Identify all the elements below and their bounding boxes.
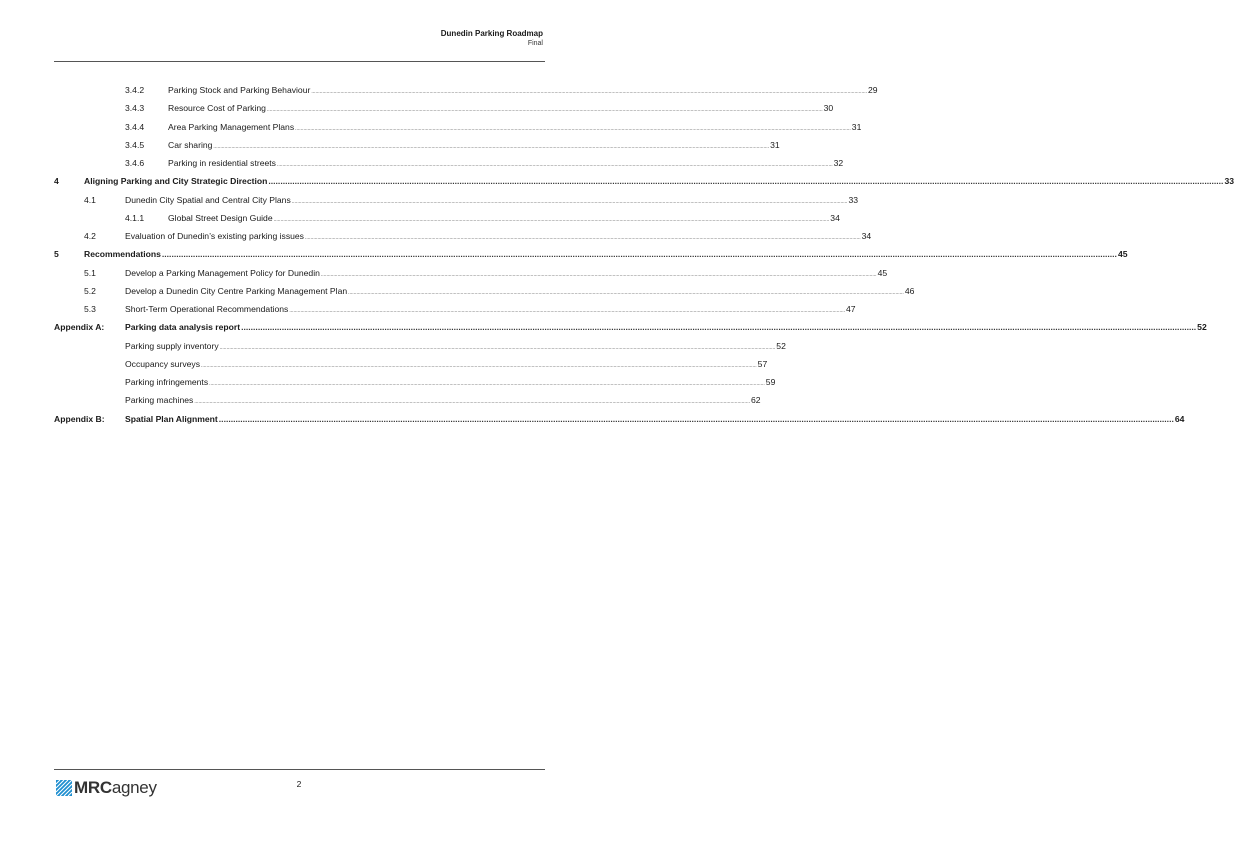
toc-entry-number: 5.3 (84, 304, 96, 314)
toc-entry-title: Aligning Parking and City Strategic Direction (84, 176, 268, 187)
toc-entry-title: Spatial Plan Alignment (125, 413, 218, 424)
toc-dot-leader: ................................................................................................................................................................................................................................................................................................................................................................................................................ (295, 125, 851, 132)
page-header (441, 28, 543, 49)
toc-entry-page: 33 (848, 194, 858, 205)
header-divider (54, 61, 545, 62)
toc-entry[interactable] (54, 191, 858, 209)
toc-dot-leader: ................................................................................................................................................................................................................................................................................................................................................................................................................ (289, 308, 846, 314)
toc-entry-page: 34 (861, 231, 872, 241)
toc-entry-page: 52 (1197, 322, 1207, 333)
toc-entry[interactable] (54, 282, 915, 300)
toc-entry[interactable] (54, 136, 780, 154)
toc-entry[interactable] (54, 209, 840, 227)
toc-dot-leader: ................................................................................................................................................................................................................................................................................................................................................................................................................ (304, 235, 861, 241)
toc-entry-number: 4 (54, 176, 59, 187)
toc-entry-title: Parking data analysis report (125, 322, 241, 333)
toc-dot-leader: ................................................................................................................................................................................................................................................................................................................................................................................................................ (320, 271, 877, 278)
toc-entry-page: 34 (830, 212, 840, 223)
toc-entry[interactable] (54, 410, 1185, 428)
toc-entry-page: 62 (750, 395, 761, 406)
toc-entry-title: Parking Stock and Parking Behaviour (168, 85, 311, 95)
toc-entry-title: Evaluation of Dunedin’s existing parking issues (125, 231, 304, 241)
toc-entry-page: 45 (1117, 249, 1128, 260)
toc-entry[interactable] (54, 391, 761, 409)
toc-entry-number: 4.1 (84, 194, 96, 205)
toc-entry-page: 31 (851, 121, 862, 132)
toc-entry[interactable] (54, 318, 1207, 336)
toc-entry[interactable] (54, 99, 834, 117)
toc-dot-leader: ................................................................................................................................................................................................................................................................................................................................................................................................................ (213, 143, 770, 150)
toc-entry-number: 3.4.4 (125, 121, 145, 132)
toc-entry-page: 29 (868, 85, 878, 95)
toc-dot-leader: ................................................................................................................................................................................................................................................................................................................................................................................................................ (161, 249, 1117, 260)
toc-entry-title: Parking machines (125, 395, 194, 406)
toc-entry-number: 5.1 (84, 267, 96, 278)
company-logo (56, 777, 157, 799)
toc-entry[interactable] (54, 172, 1234, 190)
toc-entry[interactable] (54, 300, 856, 318)
toc-dot-leader: ................................................................................................................................................................................................................................................................................................................................................................................................................ (348, 289, 904, 296)
toc-entry-number: 4.1.1 (125, 212, 145, 223)
toc-entry-page: 30 (823, 103, 834, 114)
toc-entry-page: 57 (757, 358, 768, 369)
table-of-contents (54, 81, 1234, 428)
toc-dot-leader: ................................................................................................................................................................................................................................................................................................................................................................................................................ (241, 322, 1197, 333)
toc-entry[interactable] (54, 264, 888, 282)
toc-entry-title: Occupancy surveys (125, 358, 200, 369)
toc-entry-number: 3.4.3 (125, 103, 145, 114)
document-status: Final (527, 40, 543, 47)
toc-entry-page: 47 (846, 304, 856, 314)
toc-entry-title: Parking supply inventory (125, 340, 219, 351)
toc-entry-page: 64 (1174, 413, 1185, 424)
toc-entry-title: Resource Cost of Parking (168, 103, 266, 114)
page-number: 2 (296, 779, 302, 789)
logo-mark-icon (56, 780, 72, 796)
toc-entry-number: Appendix B: (54, 413, 105, 424)
toc-entry-title: Area Parking Management Plans (168, 121, 295, 132)
toc-dot-leader: ................................................................................................................................................................................................................................................................................................................................................................................................................ (219, 344, 776, 351)
toc-dot-leader: ................................................................................................................................................................................................................................................................................................................................................................................................................ (311, 89, 868, 95)
toc-entry-title: Car sharing (168, 139, 213, 150)
toc-entry-page: 31 (770, 139, 780, 150)
toc-dot-leader: ................................................................................................................................................................................................................................................................................................................................................................................................................ (273, 216, 830, 223)
toc-entry-page: 46 (904, 285, 915, 296)
toc-dot-leader: ................................................................................................................................................................................................................................................................................................................................................................................................................ (276, 162, 833, 168)
toc-dot-leader: ................................................................................................................................................................................................................................................................................................................................................................................................................ (194, 399, 750, 406)
toc-entry[interactable] (54, 373, 776, 391)
toc-dot-leader: ................................................................................................................................................................................................................................................................................................................................................................................................................ (291, 198, 848, 205)
toc-entry[interactable] (54, 245, 1128, 263)
toc-dot-leader: ................................................................................................................................................................................................................................................................................................................................................................................................................ (268, 176, 1224, 187)
toc-entry-title: Short-Term Operational Recommendations (125, 304, 289, 314)
toc-dot-leader: ................................................................................................................................................................................................................................................................................................................................................................................................................ (201, 362, 757, 369)
toc-entry-number: Appendix A: (54, 322, 105, 333)
toc-entry-number: 5 (54, 249, 59, 260)
toc-entry-title: Dunedin City Spatial and Central City Plans (125, 194, 291, 205)
toc-entry[interactable] (54, 118, 862, 136)
toc-entry-page: 45 (877, 267, 888, 278)
document-title: Dunedin Parking Roadmap (440, 29, 543, 38)
toc-entry[interactable] (54, 355, 768, 373)
toc-entry[interactable] (54, 154, 844, 172)
toc-entry-title: Global Street Design Guide (168, 212, 273, 223)
toc-entry-number: 3.4.6 (125, 158, 145, 168)
footer-divider (54, 769, 545, 770)
toc-entry-title: Parking infringements (125, 377, 209, 387)
toc-entry[interactable] (54, 337, 786, 355)
toc-entry-title: Develop a Parking Management Policy for Dunedin (125, 267, 320, 278)
toc-entry-title: Recommendations (84, 249, 161, 260)
toc-entry-number: 3.4.5 (125, 139, 145, 150)
logo-text-rest: agney (111, 778, 157, 797)
toc-entry-page: 32 (833, 158, 844, 168)
toc-entry[interactable] (54, 227, 872, 245)
toc-entry-page: 33 (1224, 176, 1234, 187)
toc-entry-title: Develop a Dunedin City Centre Parking Management Plan (125, 285, 348, 296)
toc-entry-page: 59 (765, 377, 776, 387)
toc-dot-leader: ................................................................................................................................................................................................................................................................................................................................................................................................................ (218, 413, 1174, 424)
toc-dot-leader: ................................................................................................................................................................................................................................................................................................................................................................................................................ (266, 107, 823, 114)
logo-text-bold: MRC (74, 778, 112, 797)
toc-entry-number: 5.2 (84, 285, 96, 296)
toc-entry-page: 52 (776, 340, 786, 351)
toc-entry[interactable] (54, 81, 878, 99)
toc-entry-number: 3.4.2 (125, 85, 145, 95)
toc-entry-number: 4.2 (84, 231, 96, 241)
toc-entry-title: Parking in residential streets (168, 158, 276, 168)
toc-dot-leader: ................................................................................................................................................................................................................................................................................................................................................................................................................ (209, 381, 765, 387)
